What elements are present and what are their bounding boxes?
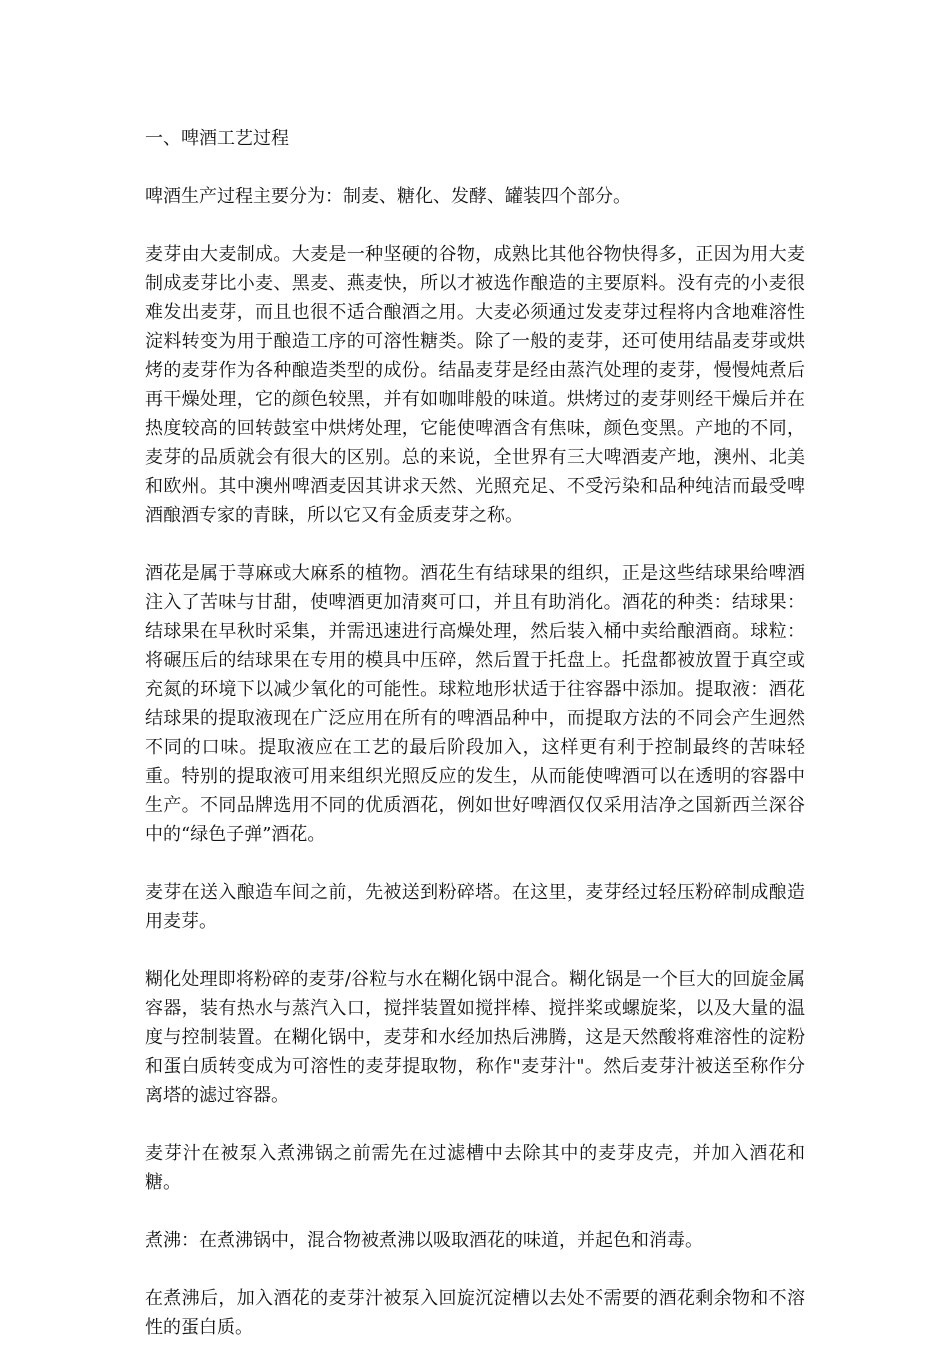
paragraph-mashing: 糊化处理即将粉碎的麦芽/谷粒与水在糊化锅中混合。糊化锅是一个巨大的回旋金属容器，装有热水与蒸汽入口，搅拌装置如搅拌棒、搅拌桨或螺旋桨，以及大量的温度与控制装置。在糊化锅中，麦芽和水经加热后沸腾，这是天然酸将难溶性的淀粉和蛋白质转变成为可溶性的麦芽提取物，称作"麦芽汁"。然后麦芽汁被送至称作分离塔的滤过容器。 [145,969,805,1106]
paragraph-whirlpool: 在煮沸后，加入酒花的麦芽汁被泵入回旋沉淀槽以去处不需要的酒花剩余物和不溶性的蛋白质。 [145,1288,805,1338]
paragraph-malt: 麦芽由大麦制成。大麦是一种坚硬的谷物，成熟比其他谷物快得多，正因为用大麦制成麦芽比小麦、黑麦、燕麦快，所以才被选作酿造的主要原料。没有壳的小麦很难发出麦芽，而且也很不适合酿酒之用。大麦必须通过发麦芽过程将内含地难溶性淀料转变为用于酿造工序的可溶性糖类。除了一般的麦芽，还可使用结晶麦芽或烘烤的麦芽作为各种酿造类型的成份。结晶麦芽是经由蒸汽处理的麦芽，慢慢炖煮后再干燥处理，它的颜色较黑，并有如咖啡般的味道。烘烤过的麦芽则经干燥后并在热度较高的回转鼓室中烘烤处理，它能使啤酒含有焦味，颜色变黑。产地的不同，麦芽的品质就会有很大的区别。总的来说，全世界有三大啤酒麦产地，澳州、北美和欧州。其中澳州啤酒麦因其讲求天然、光照充足、不受污染和品种纯洁而最受啤酒酿酒专家的青睐，所以它又有金质麦芽之称。 [145,244,805,526]
paragraph-boiling: 煮沸：在煮沸锅中，混合物被煮沸以吸取酒花的味道，并起色和消毒。 [145,1230,703,1251]
paragraph-hops: 酒花是属于荨麻或大麻系的植物。酒花生有结球果的组织，正是这些结球果给啤酒注入了苦味与甘甜，使啤酒更加清爽可口，并且有助消化。酒花的种类：结球果：结球果在早秋时采集，并需迅速进行高燥处理，然后装入桶中卖给酿酒商。球粒：将碾压后的结球果在专用的模具中压碎，然后置于托盘上。托盘都被放置于真空或充氮的环境下以减少氧化的可能性。球粒地形状适于往容器中添加。提取液：酒花结球果的提取液现在广泛应用在所有的啤酒品种中，而提取方法的不同会产生迥然不同的口味。提取液应在工艺的最后阶段加入，这样更有利于控制最终的苦味轻重。特别的提取液可用来组织光照反应的发生，从而能使啤酒可以在透明的容器中生产。不同品牌选用不同的优质酒花，例如世好啤酒仅仅采用洁净之国新西兰深谷中的“绿色子弹”酒花。 [145,563,805,845]
document-body [145,124,805,1371]
paragraph-milling: 麦芽在送入酿造车间之前，先被送到粉碎塔。在这里，麦芽经过轻压粉碎制成酿造用麦芽。 [145,882,805,932]
paragraph-lautering: 麦芽汁在被泵入煮沸锅之前需先在过滤槽中去除其中的麦芽皮壳，并加入酒花和糖。 [145,1143,805,1193]
paragraph-overview: 啤酒生产过程主要分为：制麦、糖化、发酵、罐装四个部分。 [145,186,631,207]
section-heading: 一、啤酒工艺过程 [145,128,289,149]
